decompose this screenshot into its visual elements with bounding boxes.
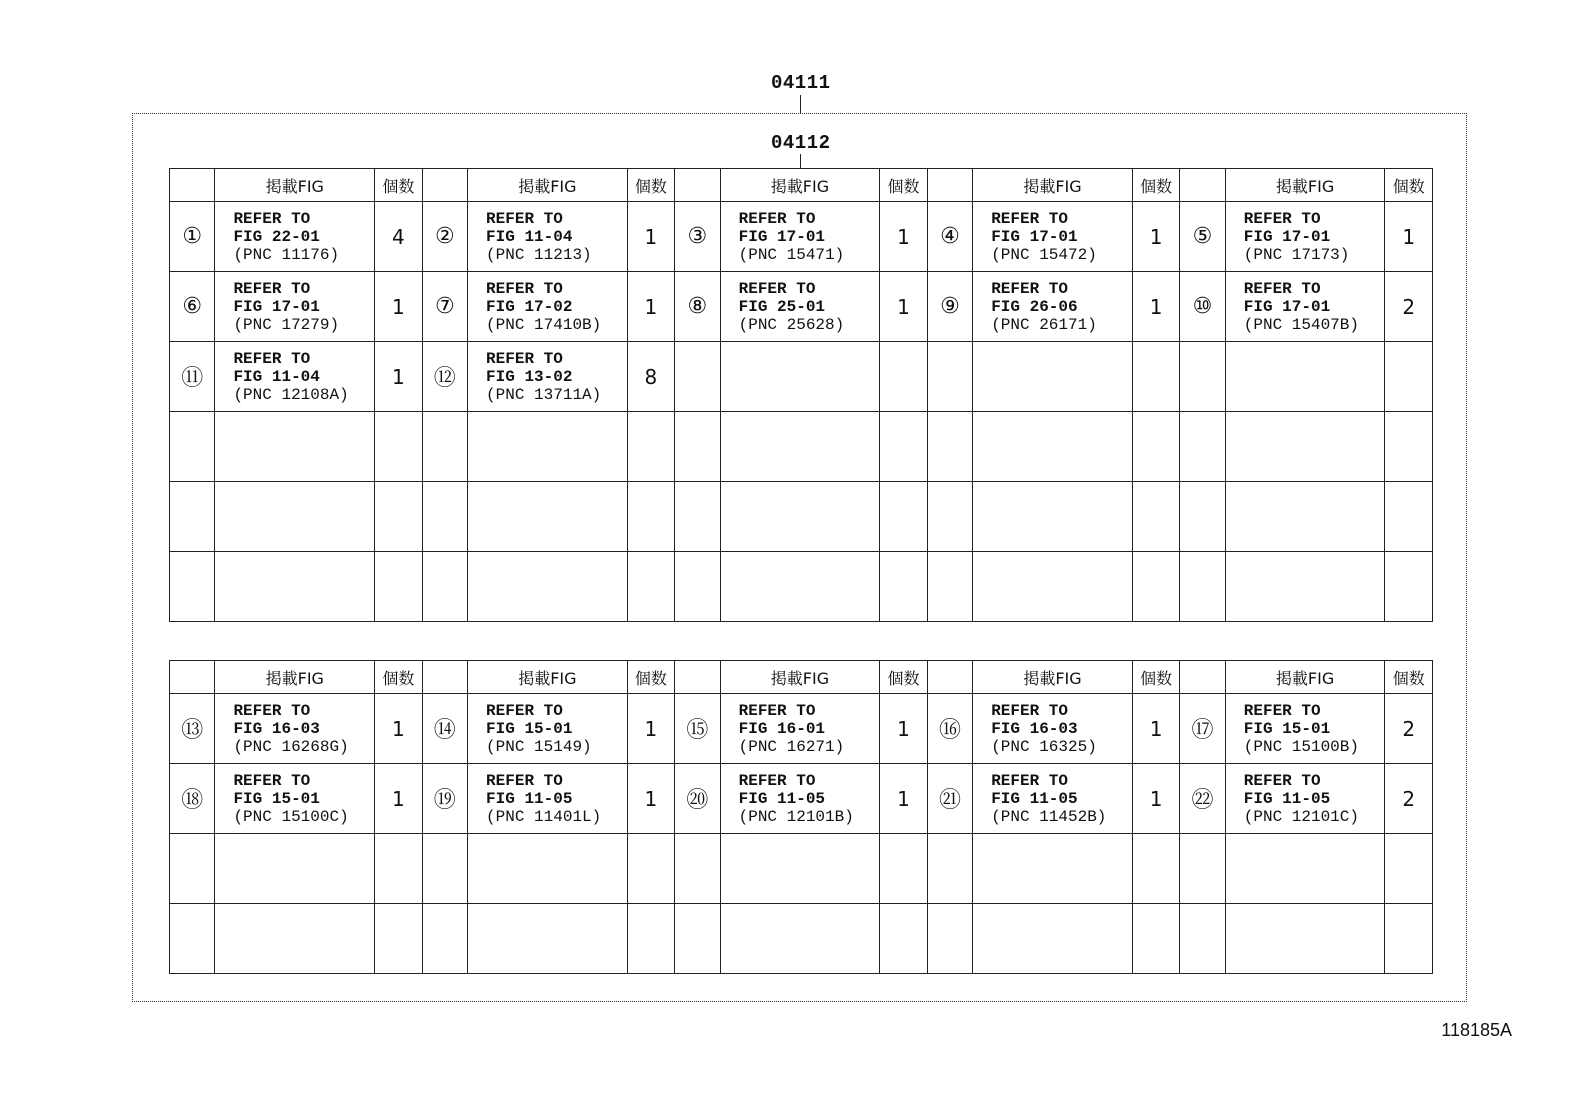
fig-reference-line: FIG 17-01 [233, 297, 320, 316]
fig-reference [215, 272, 375, 342]
quantity [375, 552, 422, 622]
fig-reference [215, 904, 375, 974]
fig-reference [468, 482, 628, 552]
fig-reference-line: REFER TO [233, 701, 311, 720]
quantity: 1 [1132, 272, 1179, 342]
fig-reference-line: FIG 26-06 [991, 297, 1078, 316]
callout-number [1180, 482, 1225, 552]
header-qty-cell: 個数 [1385, 169, 1433, 202]
quantity: 1 [627, 202, 674, 272]
header-blank-cell [675, 661, 720, 694]
fig-reference [1225, 694, 1385, 764]
callout-number [927, 834, 972, 904]
quantity: 4 [375, 202, 422, 272]
callout-number [170, 834, 215, 904]
fig-reference-line: (PNC 17279) [233, 315, 340, 334]
quantity: 1 [1132, 764, 1179, 834]
fig-reference-line: (PNC 26171) [991, 315, 1097, 334]
callout-number [1180, 342, 1225, 412]
quantity [880, 904, 927, 974]
header-fig-cell: 掲載FIG [1225, 661, 1385, 694]
fig-reference-line: REFER TO [233, 771, 311, 790]
quantity: 1 [375, 342, 422, 412]
outer-leader-line [800, 95, 801, 113]
quantity [1132, 412, 1179, 482]
fig-reference-line: FIG 16-03 [233, 719, 320, 738]
callout-number [675, 834, 720, 904]
inner-group-code: 04112 [771, 132, 831, 154]
fig-reference-line: REFER TO [991, 209, 1068, 228]
callout-number [1180, 412, 1225, 482]
fig-reference-line: (PNC 15471) [738, 245, 845, 264]
quantity [880, 342, 927, 412]
table-header-row [170, 169, 1433, 202]
callout-number [927, 552, 972, 622]
fig-reference [720, 412, 880, 482]
header-fig-cell: 掲載FIG [720, 661, 880, 694]
quantity [627, 552, 674, 622]
callout-number [675, 552, 720, 622]
fig-reference [215, 342, 375, 412]
fig-reference-line: (PNC 15407B) [1243, 315, 1359, 334]
fig-reference-line: FIG 15-01 [1243, 719, 1331, 738]
header-fig-cell: 掲載FIG [720, 169, 880, 202]
callout-number [422, 482, 467, 552]
fig-reference-line: (PNC 15149) [486, 737, 592, 756]
header-blank-cell [170, 169, 215, 202]
quantity [1385, 552, 1433, 622]
callout-number [170, 412, 215, 482]
quantity: 1 [375, 694, 422, 764]
fig-reference-line: (PNC 15100C) [233, 807, 349, 826]
callout-number: ⑭ [422, 694, 467, 764]
quantity: 2 [1385, 764, 1433, 834]
callout-number: ⑲ [422, 764, 467, 834]
fig-reference-line: (PNC 15472) [991, 245, 1097, 264]
header-qty-cell: 個数 [627, 169, 674, 202]
fig-reference-line: (PNC 12101C) [1243, 807, 1359, 826]
table-row [170, 694, 1433, 764]
fig-reference-line: FIG 11-05 [991, 789, 1078, 808]
fig-reference-line: REFER TO [738, 209, 816, 228]
header-blank-cell [422, 661, 467, 694]
fig-reference-line: FIG 11-05 [486, 789, 573, 808]
fig-reference [215, 482, 375, 552]
quantity [1132, 834, 1179, 904]
fig-reference-line: FIG 13-02 [486, 367, 573, 386]
callout-number: ④ [927, 202, 972, 272]
fig-reference-line: REFER TO [233, 349, 311, 368]
fig-reference [468, 694, 628, 764]
quantity [1385, 482, 1433, 552]
fig-reference-line: FIG 11-04 [233, 367, 320, 386]
callout-number [1180, 904, 1225, 974]
fig-reference-line: REFER TO [486, 209, 563, 228]
callout-number: ① [170, 202, 215, 272]
fig-reference [468, 904, 628, 974]
fig-reference-line: FIG 11-04 [486, 227, 573, 246]
callout-number [927, 904, 972, 974]
fig-reference-line: FIG 17-02 [486, 297, 573, 316]
fig-reference [720, 764, 880, 834]
quantity: 1 [627, 694, 674, 764]
fig-reference-line: FIG 17-01 [738, 227, 826, 246]
fig-reference [720, 342, 880, 412]
fig-reference [720, 272, 880, 342]
quantity [375, 482, 422, 552]
fig-reference [1225, 834, 1385, 904]
quantity: 1 [880, 272, 927, 342]
table-row [170, 552, 1433, 622]
fig-reference-line: REFER TO [991, 279, 1068, 298]
callout-number [422, 412, 467, 482]
fig-reference [468, 412, 628, 482]
quantity [627, 482, 674, 552]
fig-reference [973, 552, 1133, 622]
fig-reference [215, 764, 375, 834]
fig-reference-line: FIG 11-05 [738, 789, 826, 808]
fig-reference [973, 694, 1133, 764]
quantity: 2 [1385, 694, 1433, 764]
header-qty-cell: 個数 [1385, 661, 1433, 694]
quantity [1385, 904, 1433, 974]
quantity: 1 [627, 272, 674, 342]
fig-reference-line: REFER TO [738, 771, 816, 790]
fig-reference [1225, 412, 1385, 482]
quantity [627, 904, 674, 974]
header-fig-cell: 掲載FIG [215, 661, 375, 694]
quantity [375, 904, 422, 974]
fig-reference-line: FIG 17-01 [991, 227, 1078, 246]
fig-reference-line: (PNC 11452B) [991, 807, 1107, 826]
fig-reference-line: (PNC 12101B) [738, 807, 854, 826]
quantity [375, 834, 422, 904]
table-header-row [170, 661, 1433, 694]
header-blank-cell [1180, 169, 1225, 202]
fig-reference-line: (PNC 11213) [486, 245, 592, 264]
fig-reference-line: (PNC 17410B) [486, 315, 602, 334]
fig-reference [215, 202, 375, 272]
header-fig-cell: 掲載FIG [468, 169, 628, 202]
table-row [170, 834, 1433, 904]
callout-number: ⑨ [927, 272, 972, 342]
quantity [880, 412, 927, 482]
callout-number [675, 482, 720, 552]
fig-reference [215, 412, 375, 482]
fig-reference [215, 694, 375, 764]
fig-reference-line: REFER TO [486, 701, 563, 720]
quantity: 1 [375, 272, 422, 342]
inner-leader-line [800, 154, 801, 168]
fig-reference-line: REFER TO [486, 349, 563, 368]
fig-reference-line: (PNC 13711A) [486, 385, 602, 404]
fig-reference-line: REFER TO [486, 279, 563, 298]
fig-reference-line: FIG 15-01 [233, 789, 320, 808]
callout-number [170, 552, 215, 622]
fig-reference-line: (PNC 16271) [738, 737, 845, 756]
quantity [627, 412, 674, 482]
quantity: 2 [1385, 272, 1433, 342]
fig-reference [1225, 764, 1385, 834]
quantity: 1 [1132, 202, 1179, 272]
callout-number: ⑮ [675, 694, 720, 764]
header-blank-cell [1180, 661, 1225, 694]
table-row [170, 412, 1433, 482]
callout-number: ⑱ [170, 764, 215, 834]
fig-reference [215, 834, 375, 904]
fig-reference [468, 272, 628, 342]
header-qty-cell: 個数 [1132, 661, 1179, 694]
fig-reference-line: FIG 15-01 [486, 719, 573, 738]
figure-code: 118185A [1441, 1020, 1512, 1040]
callout-number [927, 412, 972, 482]
callout-number [170, 904, 215, 974]
header-fig-cell: 掲載FIG [973, 661, 1133, 694]
fig-reference-line: (PNC 16268G) [233, 737, 349, 756]
header-qty-cell: 個数 [375, 169, 422, 202]
fig-reference [1225, 552, 1385, 622]
fig-reference-line: FIG 22-01 [233, 227, 320, 246]
fig-reference-line: REFER TO [738, 701, 816, 720]
callout-number [675, 412, 720, 482]
quantity [1132, 904, 1179, 974]
header-qty-cell: 個数 [627, 661, 674, 694]
callout-number: ⑪ [170, 342, 215, 412]
fig-reference-line: REFER TO [486, 771, 563, 790]
callout-number: ⑬ [170, 694, 215, 764]
fig-reference-line: (PNC 25628) [738, 315, 845, 334]
fig-reference [720, 552, 880, 622]
callout-number: ⑥ [170, 272, 215, 342]
callout-number: ⑩ [1180, 272, 1225, 342]
fig-reference-line: REFER TO [1243, 771, 1321, 790]
fig-reference [720, 202, 880, 272]
fig-reference [468, 202, 628, 272]
fig-reference [720, 482, 880, 552]
header-qty-cell: 個数 [375, 661, 422, 694]
header-blank-cell [927, 661, 972, 694]
quantity: 1 [627, 764, 674, 834]
fig-reference [973, 412, 1133, 482]
fig-reference [973, 764, 1133, 834]
fig-reference [1225, 904, 1385, 974]
quantity [627, 834, 674, 904]
fig-reference-line: FIG 25-01 [738, 297, 826, 316]
callout-number: ⑦ [422, 272, 467, 342]
callout-number: ③ [675, 202, 720, 272]
callout-number [170, 482, 215, 552]
quantity [1385, 834, 1433, 904]
callout-number: ⑳ [675, 764, 720, 834]
header-fig-cell: 掲載FIG [468, 661, 628, 694]
fig-reference [215, 552, 375, 622]
quantity: 1 [1132, 694, 1179, 764]
table-row [170, 904, 1433, 974]
table-row [170, 342, 1433, 412]
fig-reference-line: REFER TO [1243, 279, 1321, 298]
fig-reference-line: REFER TO [1243, 209, 1321, 228]
fig-reference-line: FIG 17-01 [1243, 297, 1331, 316]
quantity [1385, 342, 1433, 412]
table-row [170, 272, 1433, 342]
table-row [170, 764, 1433, 834]
fig-reference-line: REFER TO [991, 771, 1068, 790]
quantity [880, 482, 927, 552]
quantity [1132, 552, 1179, 622]
parts-table-upper [169, 168, 1433, 622]
fig-reference-line: (PNC 12108A) [233, 385, 349, 404]
callout-number [675, 342, 720, 412]
fig-reference-line: FIG 16-01 [738, 719, 826, 738]
callout-number: ⑰ [1180, 694, 1225, 764]
fig-reference [973, 342, 1133, 412]
fig-reference-line: (PNC 11176) [233, 245, 340, 264]
callout-number: ⑧ [675, 272, 720, 342]
fig-reference-line: (PNC 11401L) [486, 807, 602, 826]
header-fig-cell: 掲載FIG [973, 169, 1133, 202]
fig-reference [973, 904, 1133, 974]
callout-number: ② [422, 202, 467, 272]
quantity [1132, 482, 1179, 552]
fig-reference [973, 482, 1133, 552]
fig-reference-line: FIG 17-01 [1243, 227, 1331, 246]
parts-table-lower [169, 660, 1433, 974]
fig-reference [973, 272, 1133, 342]
fig-reference [720, 834, 880, 904]
callout-number [422, 552, 467, 622]
header-fig-cell: 掲載FIG [215, 169, 375, 202]
callout-number: ⑤ [1180, 202, 1225, 272]
fig-reference [1225, 202, 1385, 272]
fig-reference-line: REFER TO [233, 209, 311, 228]
fig-reference [720, 904, 880, 974]
table-row [170, 202, 1433, 272]
callout-number [927, 342, 972, 412]
fig-reference-line: REFER TO [1243, 701, 1321, 720]
quantity [1385, 412, 1433, 482]
callout-number [927, 482, 972, 552]
fig-reference [468, 342, 628, 412]
outer-group-code: 04111 [771, 72, 831, 94]
callout-number [675, 904, 720, 974]
header-blank-cell [170, 661, 215, 694]
quantity [880, 552, 927, 622]
fig-reference-line: REFER TO [738, 279, 816, 298]
fig-reference [973, 834, 1133, 904]
fig-reference [468, 834, 628, 904]
callout-number [422, 904, 467, 974]
header-fig-cell: 掲載FIG [1225, 169, 1385, 202]
fig-reference [468, 552, 628, 622]
quantity [375, 412, 422, 482]
fig-reference [720, 694, 880, 764]
callout-number: ㉒ [1180, 764, 1225, 834]
fig-reference-line: FIG 11-05 [1243, 789, 1331, 808]
fig-reference-line: REFER TO [991, 701, 1068, 720]
quantity: 1 [375, 764, 422, 834]
quantity: 1 [880, 694, 927, 764]
fig-reference-line: REFER TO [233, 279, 311, 298]
callout-number [1180, 834, 1225, 904]
callout-number [422, 834, 467, 904]
fig-reference [1225, 272, 1385, 342]
header-blank-cell [927, 169, 972, 202]
quantity: 1 [880, 202, 927, 272]
fig-reference-line: FIG 16-03 [991, 719, 1078, 738]
quantity: 8 [627, 342, 674, 412]
header-blank-cell [675, 169, 720, 202]
callout-number [1180, 552, 1225, 622]
header-blank-cell [422, 169, 467, 202]
fig-reference [1225, 342, 1385, 412]
fig-reference [973, 202, 1133, 272]
callout-number: ㉑ [927, 764, 972, 834]
fig-reference-line: (PNC 15100B) [1243, 737, 1359, 756]
fig-reference-line: (PNC 16325) [991, 737, 1097, 756]
header-qty-cell: 個数 [880, 661, 927, 694]
fig-reference [1225, 482, 1385, 552]
fig-reference [468, 764, 628, 834]
fig-reference-line: (PNC 17173) [1243, 245, 1350, 264]
quantity [880, 834, 927, 904]
quantity: 1 [1385, 202, 1433, 272]
callout-number: ⑫ [422, 342, 467, 412]
quantity: 1 [880, 764, 927, 834]
quantity [1132, 342, 1179, 412]
table-row [170, 482, 1433, 552]
header-qty-cell: 個数 [1132, 169, 1179, 202]
header-qty-cell: 個数 [880, 169, 927, 202]
callout-number: ⑯ [927, 694, 972, 764]
